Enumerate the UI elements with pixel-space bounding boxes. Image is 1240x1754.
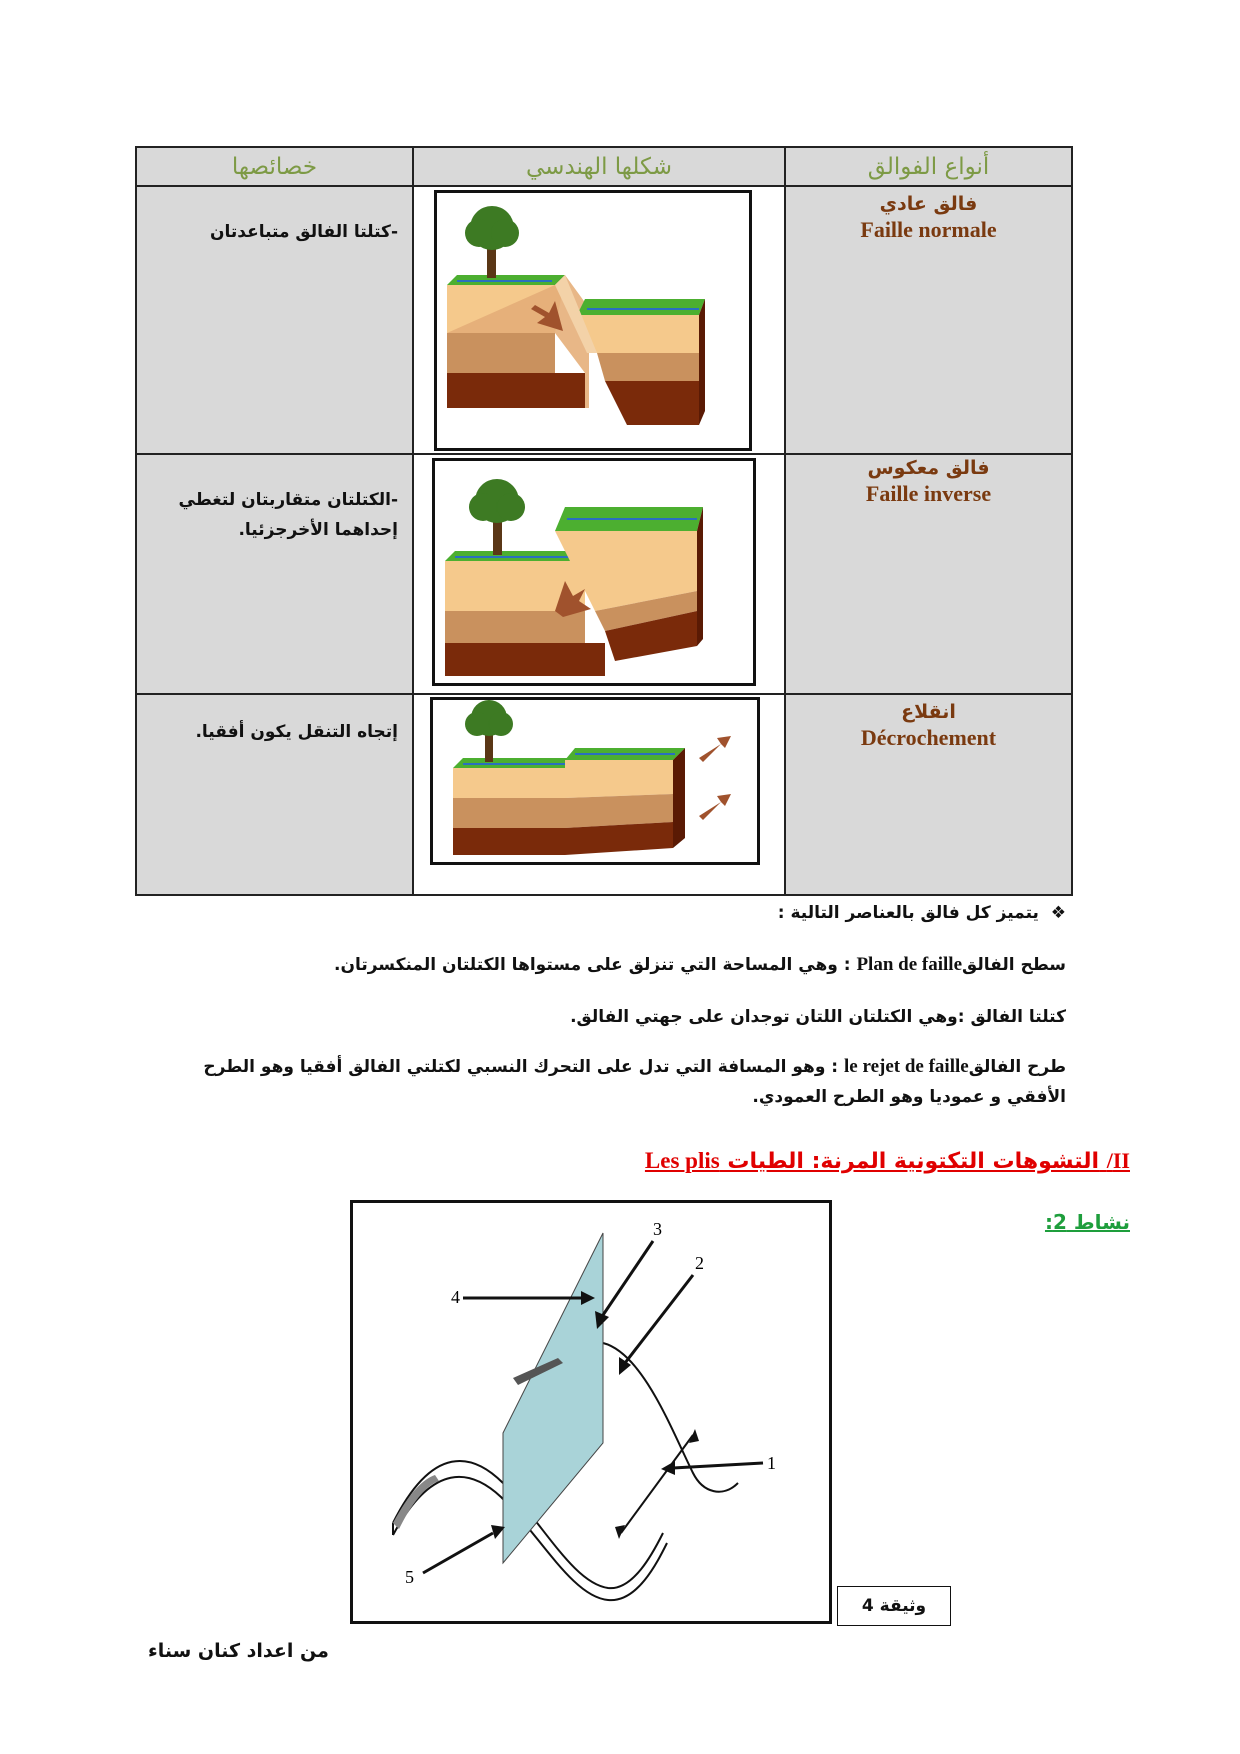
- strike-slip-diagram: [430, 697, 760, 865]
- table-row: [136, 454, 1072, 694]
- normal-fault-diagram: [434, 190, 752, 451]
- elements-intro: [778, 898, 1066, 928]
- fault-throw-definition: [166, 1052, 1066, 1112]
- figure-label-2: 2: [695, 1253, 704, 1273]
- feature-text: إتجاه التنقل يكون أفقيا.: [195, 722, 398, 742]
- section-heading: [645, 1148, 1130, 1174]
- reverse-fault-diagram: [432, 458, 756, 686]
- fault-blocks-definition: كتلتا الفالق :وهي الكتلتان اللتان توجدان على جهتي الفالق.: [570, 1007, 1066, 1027]
- faults-table: [135, 146, 1073, 896]
- table-row: [136, 694, 1072, 895]
- header-features: خصائصها: [136, 147, 413, 186]
- header-shape: شكلها الهندسي: [413, 147, 785, 186]
- feature-text: -الكتلتان متقاربتان لتغطي إحداهما الأخرجزئيا.: [178, 490, 398, 540]
- fold-diagram: [350, 1200, 832, 1624]
- fault-name-ar: فالق عادي: [879, 193, 978, 215]
- fault-name-fr: Décrochement: [860, 725, 997, 750]
- intro-text: يتميز كل فالق بالعناصر التالية :: [777, 903, 1039, 923]
- plane-text: : وهي المساحة التي تنزلق على مستواها الكتلتان المنكسرتان.: [334, 955, 857, 975]
- table-row: [136, 186, 1072, 454]
- figure-cell: [413, 186, 785, 454]
- feature-cell: [136, 454, 413, 694]
- section-title-ar: التشوهات التكتونية المرنة: الطيات: [719, 1149, 1100, 1174]
- author-credit: من اعداد كنان سناء: [148, 1640, 329, 1662]
- plane-term-fr: Plan de faille: [856, 954, 963, 975]
- feature-cell: [136, 694, 413, 895]
- fault-name-fr: Faille inverse: [865, 481, 992, 506]
- fault-name-ar: فالق معكوس: [867, 457, 990, 479]
- type-cell: [785, 186, 1072, 454]
- type-cell: [785, 454, 1072, 694]
- section-number: II/: [1106, 1148, 1130, 1173]
- figure-label-3: 3: [653, 1219, 662, 1239]
- plane-term-ar: سطح الفالق: [962, 955, 1066, 975]
- figure-cell: [413, 694, 785, 895]
- type-cell: [785, 694, 1072, 895]
- figure-label-1: 1: [767, 1453, 776, 1473]
- diamond-bullet-icon: ❖: [1050, 903, 1066, 923]
- throw-term-fr: le rejet de faille: [844, 1056, 969, 1077]
- figure-cell: [413, 454, 785, 694]
- table-header-row: [136, 147, 1072, 186]
- fault-name-fr: Faille normale: [860, 217, 997, 242]
- fault-plane-definition: [334, 950, 1066, 980]
- feature-cell: [136, 186, 413, 454]
- fault-name-ar: انقلاع: [901, 701, 956, 723]
- section-title-fr: Les plis: [644, 1148, 720, 1173]
- header-types: أنواع الفوالق: [785, 147, 1072, 186]
- document-label: وثيقة 4: [837, 1586, 951, 1626]
- figure-label-4: 4: [451, 1287, 460, 1307]
- activity-label: نشاط 2:: [1044, 1210, 1130, 1234]
- feature-text: -كتلتا الفالق متباعدتان: [209, 222, 398, 242]
- figure-label-5: 5: [405, 1567, 414, 1587]
- throw-text: : وهو المسافة التي تدل على التحرك النسبي لكتلتي الفالق أفقيا وهو الطرح الأفقي و عموديا وهو الطرح العمودي.: [203, 1057, 1066, 1107]
- throw-term-ar: طرح الفالق: [968, 1057, 1066, 1077]
